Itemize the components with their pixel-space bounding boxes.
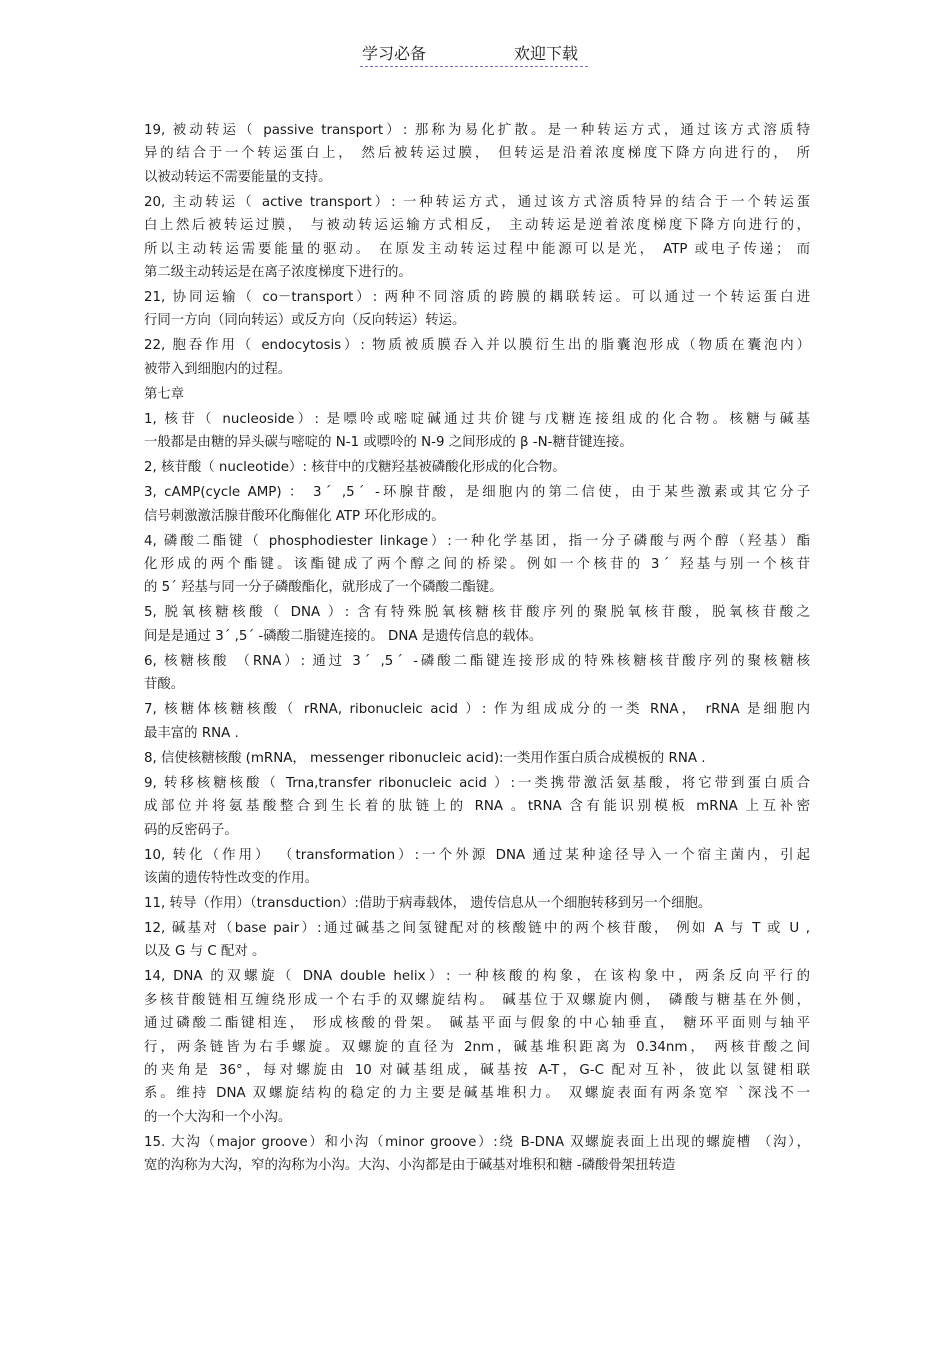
definition-entry: [144, 408, 810, 455]
entry-line: 14, DNA 的双螺旋（ DNA double helix）: 一种核酸的构象，在该构象中，两条反向平行的: [144, 969, 810, 985]
entry-line: 以被动转运不需要能量的支持。: [144, 169, 332, 185]
entry-line: 异的结合于一个转运蛋白上， 然后被转运过膜， 但转运是沿着浓度梯度下降方向进行的， 所: [144, 146, 810, 162]
definition-entry: [144, 965, 810, 1129]
definition-entry: [144, 1131, 810, 1178]
entry-line: 最丰富的 RNA .: [144, 725, 239, 741]
entry-line: 被带入到细胞内的过程。: [144, 361, 292, 377]
entry-line: 2, 核苷酸（ nucleotide）: 核苷中的戊糖羟基被磷酸化形成的化合物。: [144, 460, 566, 476]
entry-line: 19, 被动转运（ passive transport）: 那称为易化扩散。是一种转运方式，通过该方式溶质特: [144, 123, 810, 138]
entry-line: 22, 胞吞作用（ endocytosis）: 物质被质膜吞入并以膜衍生出的脂囊泡形成（物质在囊泡内）: [144, 338, 810, 354]
definition-entry: [144, 119, 810, 189]
entry-line: 宽的沟称为大沟，窄的沟称为小沟。大沟、小沟都是由于碱基对堆积和糖 -磷酸骨架扭转造: [144, 1158, 676, 1174]
entry-line: 所以主动转运需要能量的驱动。 在原发主动转运过程中能源可以是光， ATP 或电子传递； 而: [144, 241, 810, 257]
entry-line: 苷酸。: [144, 677, 185, 693]
entry-line: 11, 转导（作用）（transduction）:借助于病毒载体， 遗传信息从一个细胞转移到另一个细胞。: [144, 895, 712, 911]
header-right-text: 欢迎下载: [514, 44, 579, 63]
entry-line: 第七章: [144, 386, 185, 402]
entry-line: 3, cAMP(cycle AMP) ： 3ˊ ,5ˊ -环腺苷酸，是细胞内的第二信使，由于某些激素或其它分子: [144, 485, 810, 501]
entry-line: 第二级主动转运是在离子浓度梯度下进行的。: [144, 265, 412, 281]
definition-entry: [144, 481, 810, 528]
definition-entry: [144, 383, 810, 406]
definition-entry: [144, 650, 810, 697]
entry-line: 10, 转化（作用） （transformation）:一个外源 DNA 通过某种途径导入一个宿主菌内，引起: [144, 847, 810, 863]
definition-entry: [144, 892, 810, 915]
entry-line: 行，两条链皆为右手螺旋。双螺旋的直径为 2nm，碱基堆积距离为 0.34nm， 两核苷酸之间: [144, 1039, 810, 1055]
definition-entry: [144, 917, 810, 964]
entry-line: 的夹角是 36°，每对螺旋由 10 对碱基组成，碱基按 A-T，G-C 配对互补，彼此以氢键相联: [144, 1062, 810, 1078]
entry-line: 化形成的两个酯键。该酯键成了两个醇之间的桥梁。例如一个核苷的 3ˊ 羟基与别一个核苷: [144, 557, 810, 573]
entry-line: 的 5ˊ 羟基与同一分子磷酸酯化，就形成了一个磷酸二酯键。: [144, 580, 503, 596]
entry-line: 通过磷酸二酯键相连， 形成核酸的骨架。 碱基平面与假象的中心轴垂直， 糖环平面则与轴平: [144, 1016, 810, 1032]
entry-line: 12, 碱基对（base pair）:通过碱基之间氢键配对的核酸链中的两个核苷酸， 例如 A 与 T 或 U ,: [144, 920, 810, 936]
document-body: [144, 119, 810, 1179]
entry-line: 6, 核糖核酸 （RNA）: 通过 3ˊ ,5ˊ -磷酸二酯键连接形成的特殊核糖核苷酸序列的聚核糖核: [144, 653, 810, 669]
entry-line: 5, 脱氧核糖核酸（ DNA ）: 含有特殊脱氧核糖核苷酸序列的聚脱氧核苷酸，脱氧核苷酸之: [144, 605, 810, 621]
definition-entry: [144, 698, 810, 745]
definition-entry: [144, 530, 810, 600]
definition-entry: [144, 334, 810, 381]
entry-line: 8, 信使核糖核酸 (mRNA， messenger ribonucleic acid):一类用作蛋白质合成模板的 RNA .: [144, 750, 706, 766]
entry-line: 系。维持 DNA 双螺旋结构的稳定的力主要是碱基堆积力。 双螺旋表面有两条宽窄 `深浅不一: [144, 1086, 810, 1102]
entry-line: 21, 协同运输（ co－transport）: 两种不同溶质的跨膜的耦联转运。可以通过一个转运蛋白进: [144, 290, 810, 306]
entry-line: 一般都是由糖的异头碳与嘧啶的 N-1 或嘌呤的 N-9 之间形成的 β -N-糖苷键连接。: [144, 435, 633, 451]
definition-entry: [144, 191, 810, 285]
entry-line: 7, 核糖体核糖核酸（ rRNA, ribonucleic acid ）: 作为组成成分的一类 RNA， rRNA 是细胞内: [144, 702, 810, 718]
entry-line: 行同一方向（同向转运）或反方向（反向转运）转运。: [144, 313, 466, 329]
entry-line: 20, 主动转运（ active transport）: 一种转运方式，通过该方式溶质特异的结合于一个转运蛋: [144, 194, 810, 210]
entry-line: 成部位并将氨基酸整合到生长着的肽链上的 RNA 。tRNA 含有能识别模板 mRNA 上互补密: [144, 799, 810, 815]
page-header: [360, 40, 588, 67]
definition-entry: [144, 747, 810, 770]
entry-line: 以及 G 与 C 配对 。: [144, 944, 266, 960]
definition-entry: [144, 286, 810, 333]
entry-line: 码的反密码子。: [144, 822, 238, 838]
entry-line: 该菌的遗传特性改变的作用。: [144, 870, 319, 886]
entry-line: 9, 转移核糖核酸（ Trna,transfer ribonucleic acid ）:一类携带激活氨基酸，将它带到蛋白质合: [144, 775, 810, 791]
entry-line: 4, 磷酸二酯键（ phosphodiester linkage）:一种化学基团，指一分子磷酸与两个醇（羟基）酯: [144, 533, 810, 549]
entry-line: 间是是通过 3ˊ ,5ˊ -磷酸二脂键连接的。 DNA 是遗传信息的载体。: [144, 628, 543, 644]
entry-line: 15. 大沟（major groove）和小沟（minor groove）:绕 B-DNA 双螺旋表面上出现的螺旋槽 （沟），: [144, 1134, 810, 1150]
entry-line: 的一个大沟和一个小沟。: [144, 1109, 292, 1125]
definition-entry: [144, 601, 810, 648]
entry-line: 白上然后被转运过膜， 与被动转运运输方式相反， 主动转运是逆着浓度梯度下降方向进行的，: [144, 218, 810, 234]
entry-line: 信号刺激激活腺苷酸环化酶催化 ATP 环化形成的。: [144, 508, 445, 524]
entry-line: 1, 核苷（ nucleoside）: 是嘌呤或嘧啶碱通过共价键与戊糖连接组成的化合物。核糖与碱基: [144, 411, 810, 427]
header-left-text: 学习必备: [362, 44, 427, 63]
entry-line: 多核苷酸链相互缠绕形成一个右手的双螺旋结构。 碱基位于双螺旋内侧， 磷酸与糖基在外侧，: [144, 992, 810, 1008]
definition-entry: [144, 456, 810, 479]
definition-entry: [144, 844, 810, 891]
definition-entry: [144, 772, 810, 842]
